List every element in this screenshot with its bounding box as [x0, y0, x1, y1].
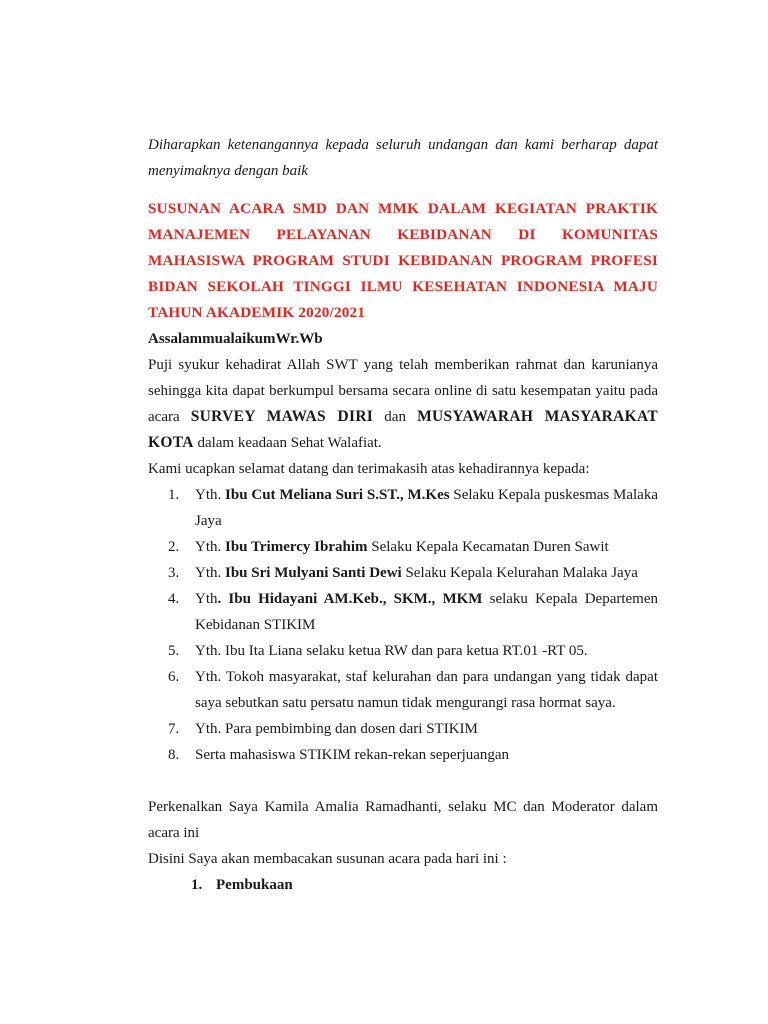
list-number: 7. [168, 721, 180, 737]
guest-name: . Ibu Hidayani AM.Keb., SKM., MKM [217, 591, 483, 607]
guest-text: Yth. Tokoh masyarakat, staf kelurahan dan para undangan yang tidak dapat saya sebutkan satu persatu namun tidak mengurangi rasa hormat saya. [195, 669, 658, 711]
opening-text-3: dalam keadaan Sehat Walafiat. [193, 435, 382, 451]
list-item [148, 638, 658, 664]
opening-paragraph [148, 352, 658, 456]
guest-prefix: Yth. [195, 487, 226, 503]
opening-text-2: dan [373, 409, 418, 425]
intro-paragraph: Diharapkan ketenangannya kepada seluruh undangan dan kami berharap dapat menyimaknya dengan baik [148, 137, 658, 179]
guest-list [148, 482, 658, 768]
guest-text: Yth. Para pembimbing dan dosen dari STIKIM [195, 721, 478, 737]
guest-name: Ibu Cut Meliana Suri S.ST., M.Kes [225, 487, 450, 503]
guest-role: Selaku Kepala Kelurahan Malaka Jaya [401, 565, 638, 581]
list-item [148, 742, 658, 768]
list-number: 5. [168, 643, 180, 659]
event-name-mmk: MUSYAWARAH MASYARAKAT KOTA [148, 408, 658, 451]
list-item [148, 716, 658, 742]
blank-line [148, 768, 658, 794]
guest-name: Ibu Trimercy Ibrahim [225, 539, 368, 555]
guest-role: Selaku Kepala puskesmas Malaka Jaya [195, 487, 658, 529]
guest-prefix: Yth. [195, 539, 225, 555]
opening-text-1: Puji syukur kehadirat Allah SWT yang telah memberikan rahmat dan karunianya sehingga kita dapat berkumpul bersama secara online di satu kesempatan yaitu pada acara [148, 357, 658, 425]
guest-prefix: Yth [195, 591, 218, 607]
list-item [148, 664, 658, 716]
guest-role: Selaku Kepala Kecamatan Duren Sawit [367, 539, 609, 555]
list-number: 3. [168, 565, 180, 581]
list-number: 8. [168, 747, 180, 763]
list-number: 4. [168, 591, 180, 607]
document-body [148, 132, 658, 898]
guest-text: Yth. Ibu Ita Liana selaku ketua RW dan para ketua RT.01 -RT 05. [195, 643, 588, 659]
welcome-paragraph: Kami ucapkan selamat datang dan terimakasih atas kehadirannya kepada: [148, 461, 590, 477]
list-item [148, 534, 658, 560]
agenda-title: SUSUNAN ACARA SMD DAN MMK DALAM KEGIATAN PRAKTIK MANAJEMEN PELAYANAN KEBIDANAN DI KOMUNITAS MAHASISWA PROGRAM STUDI KEBIDANAN PROGRAM PROFESI BIDAN SEKOLAH TINGGI ILMU KESEHATAN INDONESIA MAJU TAHUN AKADEMIK 2020/2021 [148, 200, 658, 321]
list-item [148, 586, 658, 638]
list-number: 6. [168, 669, 180, 685]
agenda-number: 1. [191, 877, 203, 893]
list-number: 2. [168, 539, 180, 555]
event-name-smd: SURVEY MAWAS DIRI [190, 408, 374, 425]
guest-text: Serta mahasiswa STIKIM rekan-rekan seperjuangan [195, 747, 510, 763]
guest-name: Ibu Sri Mulyani Santi Dewi [225, 565, 402, 581]
guest-prefix: Yth. [195, 565, 225, 581]
agenda-lead-in: Disini Saya akan membacakan susunan acara pada hari ini : [148, 851, 507, 867]
agenda-item [148, 872, 658, 898]
list-item [148, 560, 658, 586]
list-item [148, 482, 658, 534]
agenda-label: Pembukaan [216, 877, 293, 893]
mc-introduction: Perkenalkan Saya Kamila Amalia Ramadhanti, selaku MC dan Moderator dalam acara ini [148, 799, 658, 841]
list-number: 1. [168, 487, 180, 503]
greeting: AssalammualaikumWr.Wb [148, 331, 323, 347]
guest-role: selaku Kepala Departemen Kebidanan STIKIM [195, 591, 658, 633]
